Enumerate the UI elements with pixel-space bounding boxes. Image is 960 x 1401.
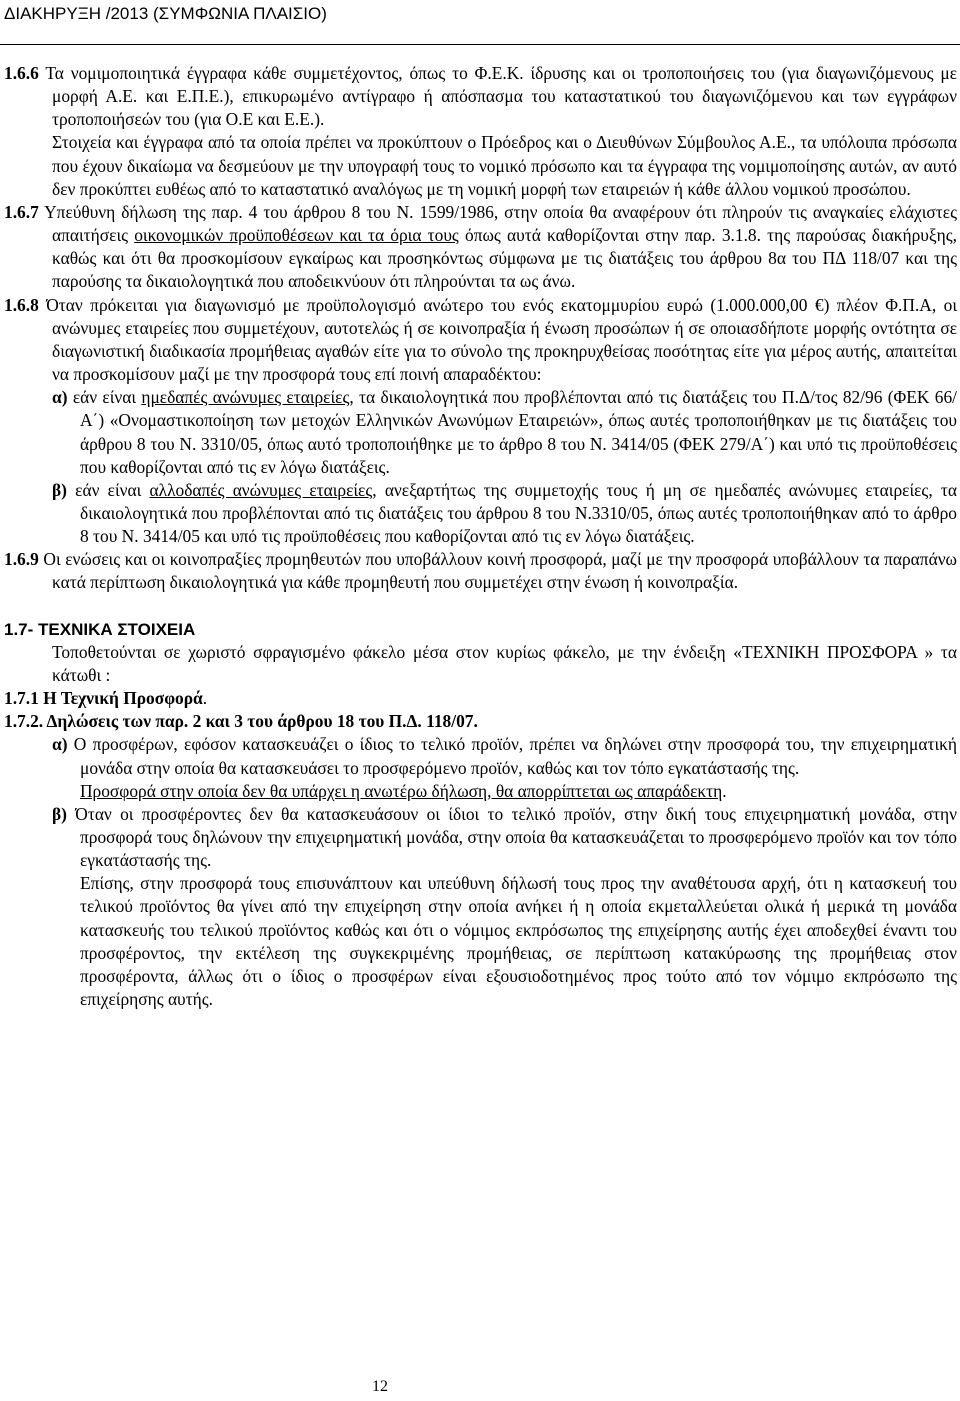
list-item-a xyxy=(4,733,957,779)
section-number: 1.6.9 xyxy=(4,549,39,570)
page-number: 12 xyxy=(372,1378,388,1395)
paragraph-1-6-6-continued xyxy=(4,131,957,200)
section-number: 1.6.8 xyxy=(4,294,39,315)
paragraph-text: Όταν οι προσφέροντες δεν θα κατασκευάσουν οι ίδιοι το τελικό προϊόν, στην δική τους επιχειρηματική μονάδα, στην προσφορά τους δηλώνουν την επιχειρηματική μονάδα, στην οποία θα κατασκευάζεται το προσφερόμενο προϊόν και τον τόπο εγκατάστασής της. xyxy=(66,803,957,871)
paragraph-text: , ανεξαρτήτως της συμμετοχής τους ή μη σε ημεδαπές ανώνυμες εταιρείες, τα δικαιολογητικά που προβλέπονται από τις διατάξεις του άρθρου 8 του Ν.3310/05, όπως αυτές τροποποιήθηκαν από το άρθρο 8 του Ν. 3414/05 και υπό τις προϋποθέσεις που καθορίζονται από τις εν λόγω διατάξεις. xyxy=(80,479,957,547)
paragraph-text: Τα νομιμοποιητικά έγγραφα κάθε συμμετέχοντος, όπως το Φ.Ε.Κ. ίδρυσης και οι τροποποιήσεις του (για διαγωνιζόμενους με μορφή Α.Ε. και Ε.Π.Ε.), επικυρωμένο αντίγραφο ή απόσπασμα του καταστατικού του διαγωνιζόμενου και των εγγράφων τροποποιήσεών του (για Ο.Ε και Ε.Ε.). xyxy=(38,63,957,130)
paragraph-text: , τα δικαιολογητικά που προβλέπονται από τις διατάξεις του Π.Δ/τος 82/96 (ΦΕΚ 66/Α΄) «Ονομαστικοποίηση των μετοχών Ελληνικών Ανωνύμων Εταιρειών», όπως αυτές τροποποιήθηκαν με τις διατάξεις του άρθρου 8 του Ν. 3310/05, όπως αυτό τροποποιήθηκε με το άρθρο 8 του Ν. 3414/05 (ΦΕΚ 279/Α΄) και υπό τις προϋποθέσεις που καθορίζονται από τις εν λόγω διατάξεις. xyxy=(80,387,957,477)
underlined-text: οικονομικών προϋποθέσεων και τα όρια τους xyxy=(134,225,459,246)
paragraph-1-7: Τοποθετούνται σε χωριστό σφραγισμένο φάκελο μέσα στον κυρίως φάκελο, με την ένδειξη «ΤΕΧΝΙΚΗ ΠΡΟΣΦΟΡΑ » τα κάτωθι : xyxy=(52,641,957,685)
underlined-text: ημεδαπές ανώνυμες εταιρείες xyxy=(141,387,350,408)
list-label: α) xyxy=(52,387,68,408)
underlined-text: αλλοδαπές ανώνυμες εταιρείες xyxy=(149,479,373,500)
list-label: β) xyxy=(52,479,67,500)
list-item-b xyxy=(4,803,957,872)
list-label: α) xyxy=(52,734,68,755)
underlined-note xyxy=(4,780,957,803)
heading-1-7-2: 1.7.2. Δηλώσεις των παρ. 2 και 3 του άρθρου 18 του Π.Δ. 118/07. xyxy=(4,711,478,732)
section-number: 1.6.7 xyxy=(4,201,39,222)
punctuation: . xyxy=(722,780,727,801)
paragraph-text: όπως αυτά καθορίζονται στην παρ. 3.1.8. της παρούσας διακήρυξης, καθώς και ότι θα προσκομίσουν εγκαίρως και προσηκόντως σύμφωνα με τις διατάξεις του άρθρου 8α του ΠΔ 118/07 και της παρούσης τα δικαιολογητικά που αποδεικνύουν ότι πληρούνται τα ως άνω. xyxy=(52,225,957,292)
list-item-a xyxy=(4,386,957,479)
list-label: β) xyxy=(52,803,67,824)
underlined-text: Προσφορά στην οποία δεν θα υπάρχει η ανωτέρω δήλωση, θα απορρίπτεται ως απαράδεκτη xyxy=(80,780,723,801)
document-body xyxy=(4,62,957,1011)
punctuation: . xyxy=(202,688,208,709)
section-title: 1.7- ΤΕΧΝΙΚΑ ΣΤΟΙΧΕΙΑ xyxy=(4,619,196,639)
paragraph-1-6-8 xyxy=(4,294,957,387)
paragraph-text: Υπεύθυνη δήλωση της παρ. 4 του άρθρου 8 του Ν. 1599/1986, στην οποία θα αναφέρουν ότι πληρούν τις αναγκαίες ελάχιστες απαιτήσεις xyxy=(38,201,957,246)
header-title: ΔΙΑΚΗΡΥΞΗ /2013 (ΣΥΜΦΩΝΙΑ ΠΛΑΙΣΙΟ) xyxy=(4,4,327,23)
heading-1-7-1 xyxy=(4,687,957,710)
paragraph-text: Επίσης, στην προσφορά τους επισυνάπτουν και υπεύθυνη δήλωσή τους προς την αναθέτουσα αρχή, ότι η κατασκευή του τελικού προϊόντος θα γίνει από την επιχείρηση στην οποία ανήκει ή η οποία εκμεταλλεύεται ολικά ή μερικά τη μονάδα κατασκευής του τελικού προϊόντος καθώς και ότι ο νόμιμος εκπρόσωπος της επιχείρησης αυτής έχει αποδεχθεί έναντι του προσφέροντος, την εκτέλεση της συγκεκριμένης προμήθειας, σε περίπτωση κατακύρωσης της προμήθειας στον προσφέροντα, άλλως ότι ο ίδιος ο προσφέρων είναι εξουσιοδοτημένος προς τούτο από τον νόμιμο εκπρόσωπο της επιχείρησης αυτής. xyxy=(80,873,957,1010)
paragraph-1-6-6 xyxy=(4,62,957,131)
paragraph-text: Οι ενώσεις και οι κοινοπραξίες προμηθευτών που υποβάλλουν κοινή προσφορά, μαζί με την προσφορά υποβάλλουν τα παραπάνω κατά περίπτωση δικαιολογητικά για κάθε προμηθευτή που συμμετέχει στην ένωση ή κοινοπραξία. xyxy=(38,549,957,593)
paragraph-text: Ο προσφέρων, εφόσον κατασκευάζει ο ίδιος το τελικό προϊόν, πρέπει να δηλώνει στην προσφορά του, την επιχειρηματική μονάδα στην οποία θα κατασκευάσει το προσφερόμενο προϊόν, καθώς και τον τόπο εγκατάστασής της. xyxy=(67,734,957,778)
subsection-title: 1.7.1 Η Τεχνική Προσφορά xyxy=(4,688,203,709)
paragraph-text: Στοιχεία και έγγραφα από τα οποία πρέπει να προκύπτουν ο Πρόεδρος και ο Διευθύνων Σύμβουλος Α.Ε., τα υπόλοιπα πρόσωπα που έχουν δικαίωμα να δεσμεύουν με την υπογραφή τους το νομικό πρόσωπο και τα έγγραφα της νομιμοποίησης αυτών, αν αυτό δεν προκύπτει ευθέως από το καταστατικό αναλόγως με τη νομική μορφή των εταιρειών ή κάθε άλλου νομικού προσώπου. xyxy=(52,132,957,199)
paragraph-text: εάν είναι xyxy=(66,479,150,500)
section-number: 1.6.6 xyxy=(4,63,39,83)
paragraph-1-6-9 xyxy=(4,548,957,594)
paragraph-text: εάν είναι xyxy=(67,387,142,408)
list-item-b xyxy=(4,479,957,548)
document-header xyxy=(0,0,960,45)
paragraph-1-6-7 xyxy=(4,201,957,294)
paragraph-text: Όταν πρόκειται για διαγωνισμό με προϋπολογισμό ανώτερο του ενός εκατομμυρίου ευρώ (1.000.000,00 €) πλέον Φ.Π.Α, οι ανώνυμες εταιρείες που συμμετέχουν, αυτοτελώς ή σε κοινοπραξία ή ένωση προσώπων ή σε οποιασδήποτε μορφής οντότητα σε διαγωνιστική διαδικασία προμήθειας αγαθών είτε για το σύνολο της προκηρυχθείσας ποσότητας είτε για μέρος αυτής, απαιτείται να προσκομίσουν μαζί με την προσφορά τους επί ποινή απαραδέκτου: xyxy=(38,294,957,385)
